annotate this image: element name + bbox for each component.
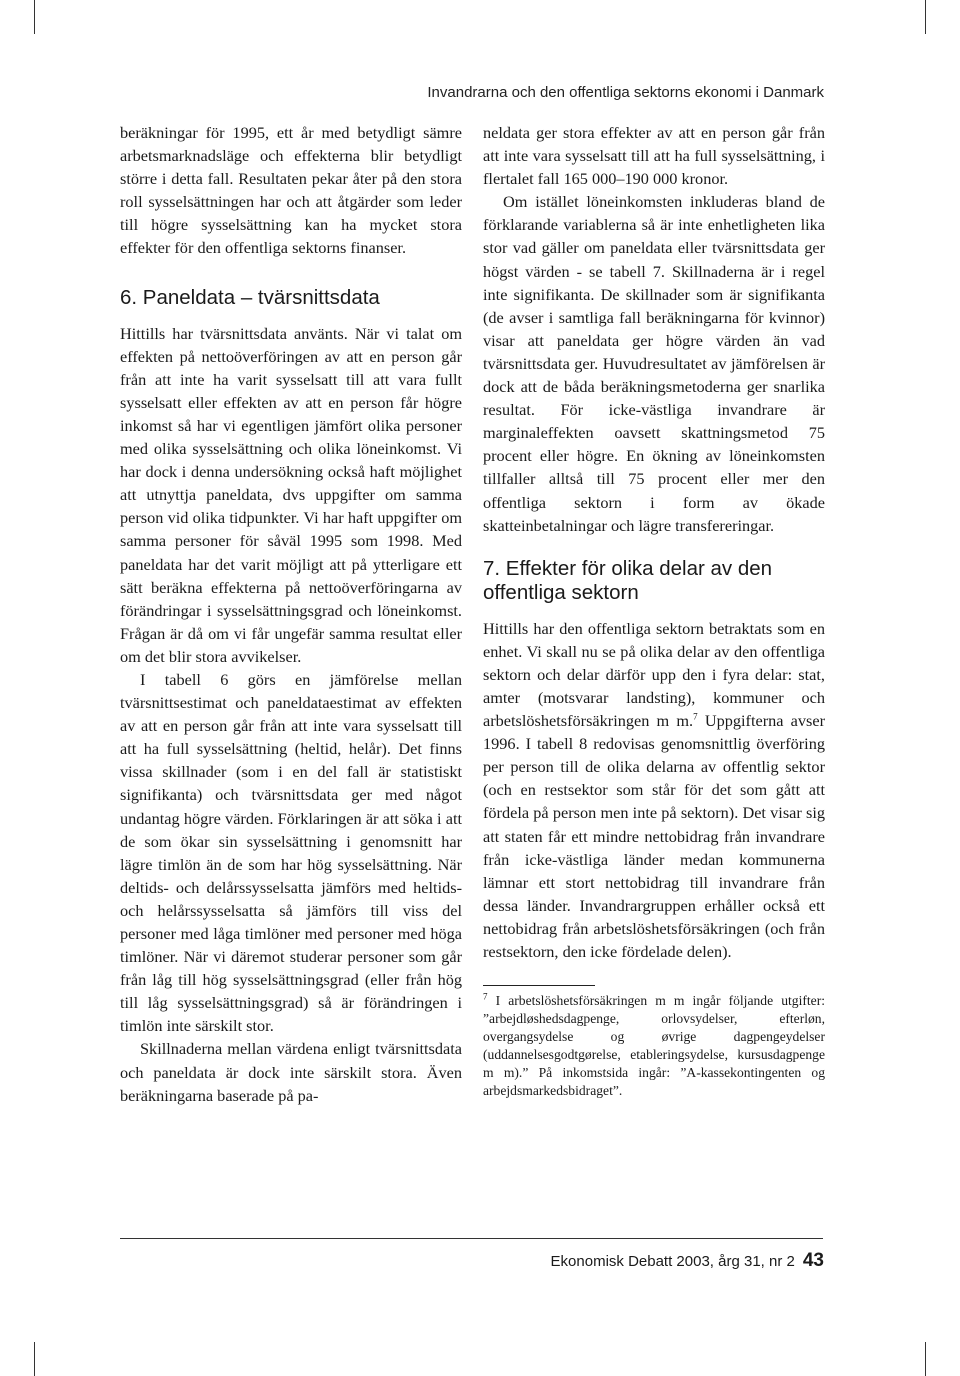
footnote-text: I arbetslöshetsförsäkringen m m ingår följande utgifter: ”arbejdløshedsdagpenge, orlovsydelser, efterløn, overgangsydelse og øvrige dagpengeydelser (uddannelsesgodtgørelse, etableringsydelse, kursusdagpenge m m).” På inkomstsida ingår: ”A-kassekontingenten og arbejdsmarkedsbidraget”. xyxy=(483,993,825,1099)
footer-divider xyxy=(120,1238,823,1239)
paragraph-5 xyxy=(483,617,825,963)
paragraph-continued: neldata ger stora effekter av att en person går från att inte vara sysselsatt till att ha full sysselsättning, i flertalet fall 165 000–190 000 kronor. xyxy=(483,123,825,189)
crop-mark xyxy=(34,0,35,34)
footnote-divider xyxy=(483,985,595,986)
paragraph-2: I tabell 6 görs en jämförelse mellan tvärsnittsestimat och paneldataestimat av effekten av att en person går från att inte vara sysselsatt till att ha full sysselsättning (heltid, helår). Det finns vissa skillnader (som i en del fall är statistiskt signifikanta) och tvärsnittsdata ger med något undantag högre värden. Förklaringen är att söka i att de som ökar sin sysselsättning i genomsnitt har lägre timlön än de som har hög sysselsättning. När deltids- och delårssysselsatta jämförs med heltids- och helårssysselsatta så jämförs till viss del personer med låga timlöner med personer med höga timlöner. När vi däremot studerar personer som går från låg till hög sysselsättningsgrad (eller från hög till låg sysselsättningsgrad) så är förändringen i timlön inte särskilt stor. xyxy=(120,669,462,1036)
right-column xyxy=(483,121,825,1100)
footnote xyxy=(483,992,825,1100)
footnote-reference: 7 xyxy=(693,711,698,722)
page-number: 43 xyxy=(802,1250,824,1271)
journal-citation: Ekonomisk Debatt 2003, årg 31, nr 2 xyxy=(550,1253,795,1270)
paragraph-4: Om istället löneinkomsten inkluderas bland de förklarande variablerna så är inte enhetligheten lika stor vad gäller om paneldata eller tvärsnittsdata ger högst värden - se tabell 7. Skillnaderna är i regel inte signifikanta. De skillnader som är signifikanta (de avser i samtliga fall beräkningarna för kvinnor) visar att paneldata ger högre värden än vad tvärsnittsdata ger. Huvudresultatet av jämförelsen är dock att de båda beräkningsmetoderna ger snarlika resultat. För icke-västliga invandrare är marginaleffekten oavsett skattningsmetod 75 procent eller högre. En ökning av löneinkomsten tillfaller alltså till 75 procent eller mer den offentliga sektorn i form av ökade skatteinbetalningar och lägre transfereringar. xyxy=(483,192,825,535)
paragraph-intro: beräkningar för 1995, ett år med betydligt sämre arbetsmarknadsläge och effekterna blir betydligt större i detta fall. Resultaten pekar åter på den stora roll sysselsättningen har och att åtgärder som leder till högre sysselsättning kan ha mycket stora effekter för den offentliga sektorns finanser. xyxy=(120,123,462,258)
running-head: Invandrarna och den offentliga sektorns ekonomi i Danmark xyxy=(427,84,824,101)
crop-mark xyxy=(925,1342,926,1376)
section-heading-6: 6. Paneldata – tvärsnittsdata xyxy=(120,285,380,309)
section-heading-7: 7. Effekter för olika delar av den offentliga sektorn xyxy=(483,556,773,604)
left-column xyxy=(120,121,462,1107)
crop-mark xyxy=(34,1342,35,1376)
paragraph-5-before: Hittills har den offentliga sektorn betraktats som en enhet. Vi skall nu se på olika delar av den offentliga sektorn och delar därför upp den i fyra delar: stat, amter (motsvarar landsting), kommuner och arbetslöshetsförsäkringen m m. xyxy=(483,618,825,731)
footnote-number: 7 xyxy=(483,991,488,1002)
crop-mark xyxy=(925,0,926,34)
paragraph-1: Hittills har tvärsnittsdata använts. När vi talat om effekten på nettoöverföringen av att en person går från att inte ha varit sysselsatt till att vara fullt sysselsatt eller effekten av att en person får högre inkomst så har vi egentligen jämfört olika personer med olika sysselsättning och olika löneinkomst. Vi har dock i denna undersökning också haft möjlighet att utnyttja paneldata, dvs uppgifter om samma person vid olika tidpunkter. Vi har haft uppgifter om samma personer för såväl 1995 som 1998. Med paneldata har det varit möjligt att på ytterligare ett sätt beräkna effekterna på nettoöverföringarna av förändringar i sysselsättningsgrad och löneinkomst. Frågan är då om vi får ungefär samma resultat eller om det blir stora avvikelser. xyxy=(120,323,462,666)
paragraph-3: Skillnaderna mellan värdena enligt tvärsnittsdata och paneldata är dock inte särskilt stora. Även beräkningarna baserade på pa- xyxy=(120,1039,462,1105)
paragraph-5-after: Uppgifterna avser 1996. I tabell 8 redovisas genomsnittlig överföring per person till de olika delarna av offentlig sektor (och en restsektor som står för det som gått att fördela på person men inte på sektorn). Det visar sig att staten får ett mindre nettobidrag från invandrare från icke-västliga länder medan kommunerna lämnar ett stort nettobidrag till invandrare från dessa länder. Invandrargruppen erhåller också ett nettobidrag från arbetslöshetsförsäkringen (och från restsektorn, den icke fördelade delen). xyxy=(483,711,826,961)
footer xyxy=(551,1250,824,1272)
